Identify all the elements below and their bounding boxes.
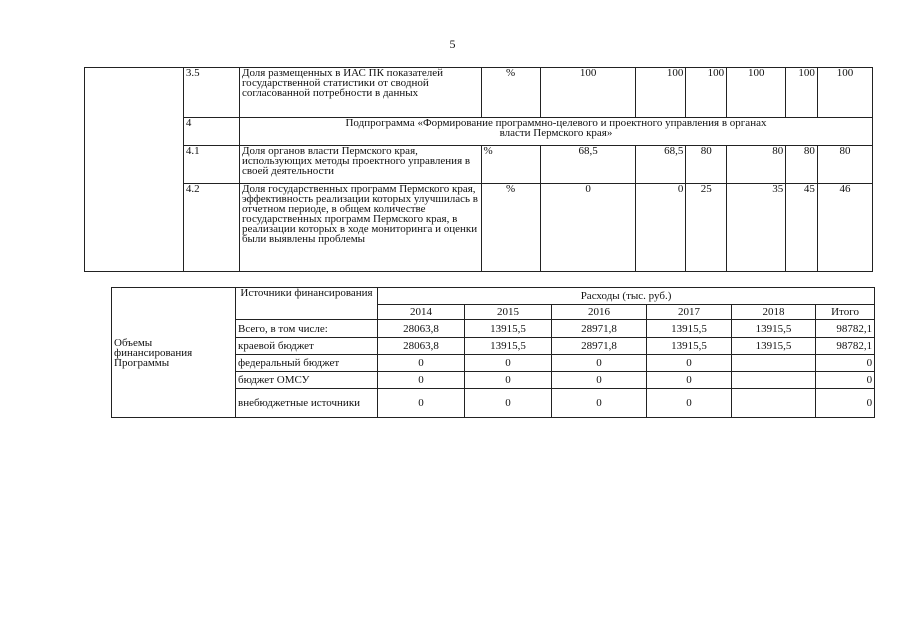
sources-header: Источники финансирования [236, 288, 378, 320]
unit-cell: % [481, 184, 540, 272]
expenses-header: Расходы (тыс. руб.) [378, 288, 875, 305]
table-row [85, 118, 873, 146]
source-name: краевой бюджет [236, 338, 378, 355]
amount-cell: 13915,5 [465, 320, 552, 338]
value-cell: 80 [686, 146, 727, 184]
year-header: Итого [816, 305, 875, 320]
amount-cell: 28063,8 [378, 338, 465, 355]
source-name: федеральный бюджет [236, 355, 378, 372]
indicator-text: Доля органов власти Пермского края, использующих методы проектного управления в своей деятельности [239, 146, 481, 184]
amount-cell: 0 [647, 389, 732, 418]
amount-cell: 13915,5 [732, 320, 816, 338]
financing-label: Объемы финансирования Программы [112, 288, 236, 418]
value-cell: 100 [686, 68, 727, 118]
source-name: Всего, в том числе: [236, 320, 378, 338]
value-cell: 100 [540, 68, 636, 118]
amount-cell: 0 [552, 372, 647, 389]
year-header: 2017 [647, 305, 732, 320]
amount-cell: 13915,5 [465, 338, 552, 355]
value-cell: 68,5 [636, 146, 686, 184]
empty-cell [85, 68, 184, 272]
row-num: 4.1 [183, 146, 239, 184]
indicators-table [84, 67, 873, 272]
amount-cell: 28971,8 [552, 338, 647, 355]
table-row [85, 146, 873, 184]
amount-cell: 0 [552, 355, 647, 372]
value-cell: 100 [817, 68, 872, 118]
amount-cell: 0 [465, 372, 552, 389]
unit-cell: % [481, 146, 540, 184]
value-cell: 100 [786, 68, 818, 118]
amount-cell: 0 [647, 355, 732, 372]
value-cell: 0 [636, 184, 686, 272]
amount-cell [732, 355, 816, 372]
unit-cell: % [481, 68, 540, 118]
amount-cell: 0 [378, 389, 465, 418]
value-cell: 80 [727, 146, 786, 184]
year-header: 2014 [378, 305, 465, 320]
page-number: 5 [449, 37, 456, 51]
amount-cell: 0 [378, 355, 465, 372]
row-num: 4.2 [183, 184, 239, 272]
amount-cell: 0 [378, 372, 465, 389]
amount-cell: 13915,5 [732, 338, 816, 355]
value-cell: 80 [817, 146, 872, 184]
amount-cell: 0 [816, 372, 875, 389]
value-cell: 0 [540, 184, 636, 272]
year-header: 2015 [465, 305, 552, 320]
value-cell: 100 [636, 68, 686, 118]
amount-cell: 13915,5 [647, 338, 732, 355]
year-header: 2018 [732, 305, 816, 320]
amount-cell: 0 [465, 355, 552, 372]
amount-cell [732, 372, 816, 389]
row-num: 3.5 [183, 68, 239, 118]
amount-cell: 0 [816, 389, 875, 418]
indicator-text: Доля государственных программ Пермского края, эффективность реализации которых улучшилась в отчетном периоде, в общем количестве государственных программ Пермского края, в реализации которых в ходе мониторинга и оценки были выявлены проблемы [239, 184, 481, 272]
indicator-text: Доля размещенных в ИАС ПК показателей государственной статистики от сводной согласованной потребности в данных [239, 68, 481, 118]
amount-cell [732, 389, 816, 418]
amount-cell: 13915,5 [647, 320, 732, 338]
source-name: бюджет ОМСУ [236, 372, 378, 389]
value-cell: 25 [686, 184, 727, 272]
amount-cell: 0 [647, 372, 732, 389]
amount-cell: 0 [465, 389, 552, 418]
row-num: 4 [183, 118, 239, 146]
value-cell: 100 [727, 68, 786, 118]
amount-cell: 28971,8 [552, 320, 647, 338]
value-cell: 80 [786, 146, 818, 184]
value-cell: 45 [786, 184, 818, 272]
year-header: 2016 [552, 305, 647, 320]
financing-table [111, 287, 875, 418]
subprogram-title: Подпрограмма «Формирование программно-целевого и проектного управления в органах власти Пермского края» [239, 118, 872, 146]
amount-cell: 98782,1 [816, 338, 875, 355]
amount-cell: 0 [552, 389, 647, 418]
value-cell: 35 [727, 184, 786, 272]
amount-cell: 28063,8 [378, 320, 465, 338]
table-row [112, 288, 875, 305]
table-row [85, 68, 873, 118]
value-cell: 46 [817, 184, 872, 272]
table-row [85, 184, 873, 272]
source-name: внебюджетные источники [236, 389, 378, 418]
amount-cell: 98782,1 [816, 320, 875, 338]
amount-cell: 0 [816, 355, 875, 372]
value-cell: 68,5 [540, 146, 636, 184]
